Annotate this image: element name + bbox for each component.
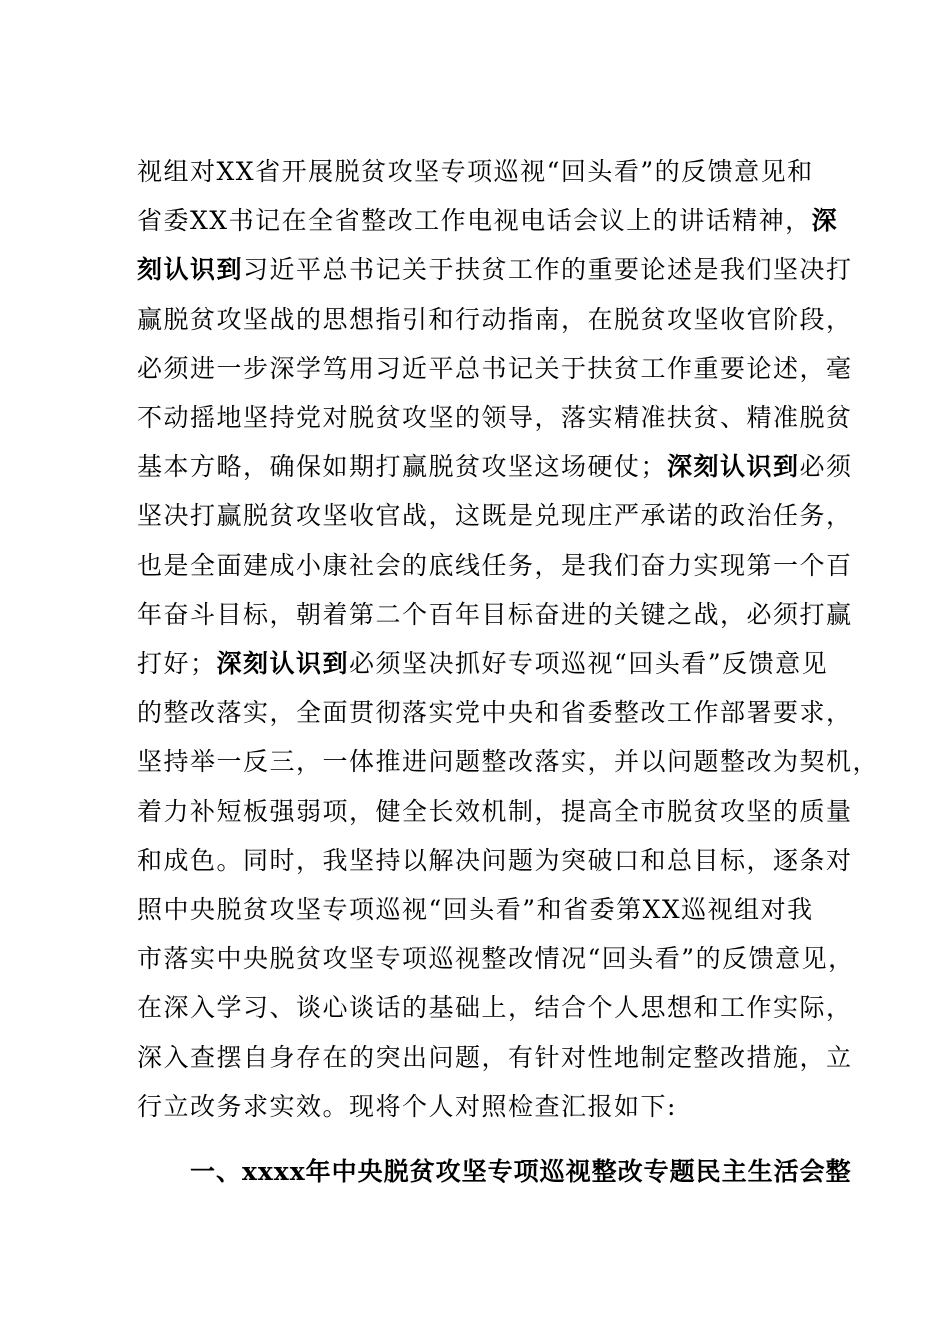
emphasis-text: 深刻认识到 (216, 649, 350, 678)
body-text-segment: 必须坚决抓好专项巡视“回头看”反馈意见 (349, 649, 829, 678)
body-text-segment: 行立改务求实效。现将个人对照检查汇报如下: (137, 1092, 677, 1121)
body-text-segment: 习近平总书记关于扶贫工作的重要论述是我们坚决打 (243, 255, 853, 284)
text-line (137, 156, 837, 188)
text-line (137, 648, 837, 680)
body-text-segment: 也是全面建成小康社会的底线任务，是我们奋力实现第一个百 (137, 551, 853, 580)
text-line (137, 894, 837, 926)
body-text-segment: 省委XX书记在全省整改工作电视电话会议上的讲话精神， (137, 206, 812, 235)
body-text-segment: 视组对XX省开展脱贫攻坚专项巡视“回头看”的反馈意见和 (137, 157, 814, 186)
body-text-segment: 基本方略，确保如期打赢脱贫攻坚这场硬仗； (137, 452, 668, 481)
emphasis-text: 深刻认识到 (667, 452, 800, 481)
text-line (137, 1042, 853, 1074)
body-text-segment: 坚决打赢脱贫攻坚收官战，这既是兑现庄严承诺的政治任务， (137, 501, 853, 530)
text-line (137, 254, 853, 286)
text-line (137, 304, 853, 336)
text-line (137, 796, 853, 828)
body-text-segment: 在深入学习、谈心谈话的基础上，结合个人思想和工作实际， (137, 993, 853, 1022)
body-text-segment: 不动摇地坚持党对脱贫攻坚的领导，落实精准扶贫、精准脱贫 (137, 403, 853, 432)
body-text-segment: 必须 (799, 452, 853, 481)
body-text-segment: 照中央脱贫攻坚专项巡视“回头看”和省委第XX巡视组对我 (137, 895, 814, 924)
body-text-segment: 年奋斗目标，朝着第二个百年目标奋进的关键之战，必须打赢 (137, 600, 853, 629)
text-line (137, 550, 853, 582)
emphasis-text: 刻认识到 (137, 255, 244, 284)
text-line (137, 353, 853, 385)
text-line (137, 943, 855, 975)
text-line (137, 451, 853, 483)
text-line (137, 746, 880, 778)
text-line (137, 205, 837, 237)
body-text-segment: 着力补短板强弱项，健全长效机制，提高全市脱贫攻坚的质量 (137, 797, 853, 826)
text-line (137, 500, 853, 532)
body-text-segment: 市落实中央脱贫攻坚专项巡视整改情况“回头看”的反馈意见， (137, 944, 855, 973)
emphasis-text: 深 (811, 206, 839, 235)
body-text-segment: 和成色。同时，我坚持以解决问题为突破口和总目标，逐条对 (137, 846, 853, 875)
text-line (137, 992, 853, 1024)
text-line (137, 845, 853, 877)
text-line (137, 1091, 837, 1123)
section-heading: 一、xxxx年中央脱贫攻坚专项巡视整改专题民主生活会整 (190, 1157, 852, 1186)
text-line (137, 697, 853, 729)
text-line (137, 599, 853, 631)
body-text-segment: 坚持举一反三，一体推进问题整改落实，并以问题整改为契机， (137, 747, 880, 776)
body-text-segment: 打好； (137, 649, 217, 678)
body-text-segment: 深入查摆自身存在的突出问题，有针对性地制定整改措施，立 (137, 1043, 853, 1072)
body-text-segment: 必须进一步深学笃用习近平总书记关于扶贫工作重要论述，毫 (137, 354, 853, 383)
body-text-segment: 的整改落实，全面贯彻落实党中央和省委整改工作部署要求， (137, 698, 853, 727)
body-text-segment: 赢脱贫攻坚战的思想指引和行动指南，在脱贫攻坚收官阶段， (137, 305, 853, 334)
text-line (137, 402, 853, 434)
